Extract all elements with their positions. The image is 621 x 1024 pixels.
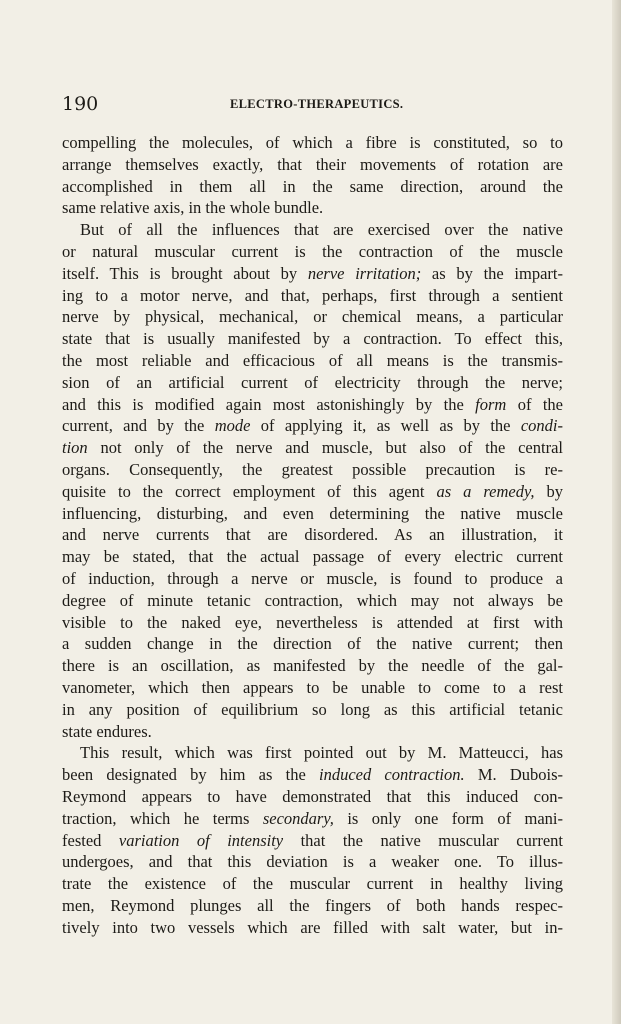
text-line [62, 546, 563, 568]
text-line [62, 808, 563, 830]
text-line [62, 176, 563, 198]
text-segment: not only of the nerve and muscle, but also of the central [87, 438, 563, 458]
text-segment: compelling the molecules, of which a fibre is constituted, so to [62, 133, 563, 152]
italic-text: form [475, 394, 507, 414]
text-segment: visible to the naked eye, nevertheless is attended at first with [62, 612, 563, 632]
page-edge [612, 0, 621, 1024]
italic-text: variation of intensity [118, 830, 284, 850]
text-segment: and this is modified again most astonishingly by the [62, 394, 476, 414]
text-segment: itself. This is brought about by [62, 263, 308, 283]
text-segment: degree of minute tetanic contraction, which may not always be [62, 590, 563, 610]
text-segment: nerve by physical, mechanical, or chemical means, a particular [62, 307, 563, 327]
text-line [62, 917, 563, 939]
page-number: 190 [62, 93, 99, 115]
text-segment: been designated by him as the [62, 765, 319, 785]
italic-text: tion [62, 438, 88, 458]
text-segment: vanometer, which then appears to be unable to come to a rest [62, 677, 563, 697]
text-line [62, 524, 563, 546]
text-segment: quisite to the correct employment of this agent [62, 481, 437, 501]
text-segment: current, and by the [62, 416, 215, 436]
text-line [62, 306, 563, 328]
text-segment: fested [62, 830, 119, 850]
text-line [62, 764, 563, 786]
italic-text: mode [214, 416, 251, 436]
text-line [62, 873, 563, 895]
text-segment: traction, which he terms [62, 808, 263, 828]
text-line [62, 742, 563, 764]
text-line [62, 590, 563, 612]
text-line [62, 677, 563, 699]
italic-text: nerve irritation; [307, 263, 422, 283]
running-head: ELECTRO-THERAPEUTICS. [230, 97, 404, 111]
text-segment: Reymond appears to have demonstrated that this induced con- [62, 786, 563, 806]
text-segment: the most reliable and efficacious of all means is the transmis- [62, 350, 563, 370]
text-segment: This result, which was first pointed out by M. Matteucci, has [80, 743, 563, 763]
text-segment: is only one form of mani- [333, 808, 563, 828]
text-line [62, 350, 563, 372]
text-line [62, 786, 563, 808]
text-segment: men, Reymond plunges all the fingers of both hands respec- [62, 895, 563, 915]
text-line [62, 481, 563, 503]
italic-text: secondary, [262, 808, 334, 828]
text-segment: by [534, 481, 563, 501]
text-line [62, 263, 563, 285]
text-line [62, 241, 563, 263]
text-segment: trate the existence of the muscular current in healthy living [62, 874, 563, 894]
text-segment: accomplished in them all in the same direction, around the [62, 176, 563, 196]
text-segment: that the native muscular current [283, 830, 563, 850]
text-line [62, 612, 563, 634]
text-segment: ing to a motor nerve, and that, perhaps, first through a sentient [62, 285, 563, 305]
text-line [62, 568, 563, 590]
text-line [62, 219, 563, 241]
page-header [62, 93, 562, 117]
text-segment: But of all the influences that are exercised over the native [80, 220, 563, 240]
text-line [62, 633, 563, 655]
text-segment: of induction, through a nerve or muscle, is found to produce a [62, 568, 563, 588]
text-line [62, 895, 563, 917]
text-line [62, 721, 563, 743]
text-line [62, 132, 563, 154]
text-segment: M. Dubois- [464, 765, 564, 785]
text-line [62, 503, 563, 525]
text-segment: influencing, disturbing, and even determining the native muscle [62, 503, 563, 523]
text-segment: a sudden change in the direction of the native current; then [62, 634, 563, 654]
text-segment: undergoes, and that this deviation is a weaker one. To illus- [62, 852, 563, 872]
text-segment: in any position of equilibrium so long as this artificial tetanic [62, 699, 563, 719]
text-segment: arrange themselves exactly, that their movements of rotation are [62, 154, 563, 174]
text-line [62, 372, 563, 394]
text-segment: sion of an artificial current of electricity through the nerve; [62, 372, 563, 392]
text-segment: or natural muscular current is the contraction of the muscle [62, 241, 563, 261]
text-segment: may be stated, that the actual passage of every electric current [62, 547, 563, 567]
text-line [62, 415, 563, 437]
italic-text: condi- [520, 416, 563, 436]
text-line [62, 655, 563, 677]
text-line [62, 851, 563, 873]
text-segment: of applying it, as well as by the [250, 416, 521, 436]
text-line [62, 437, 563, 459]
italic-text: induced contraction. [319, 765, 465, 785]
text-segment: organs. Consequently, the greatest possible precaution is re- [62, 459, 563, 479]
text-segment: and nerve currents that are disordered. As an illustration, it [62, 525, 563, 545]
text-line [62, 197, 563, 219]
body-text [62, 132, 563, 938]
text-line [62, 830, 563, 852]
text-line [62, 328, 563, 350]
text-segment: there is an oscillation, as manifested by the needle of the gal- [62, 656, 563, 676]
text-segment: of the [506, 394, 563, 414]
italic-text: as a remedy, [436, 481, 535, 501]
text-line [62, 699, 563, 721]
text-line [62, 285, 563, 307]
text-segment: same relative axis, in the whole bundle. [62, 198, 324, 218]
text-segment: tively into two vessels which are filled with salt water, but in- [62, 917, 563, 937]
text-line [62, 394, 563, 416]
text-line [62, 154, 563, 176]
text-segment: as by the impart- [421, 263, 563, 283]
text-line [62, 459, 563, 481]
text-segment: state endures. [62, 721, 152, 741]
text-segment: state that is usually manifested by a contraction. To effect this, [62, 329, 563, 349]
